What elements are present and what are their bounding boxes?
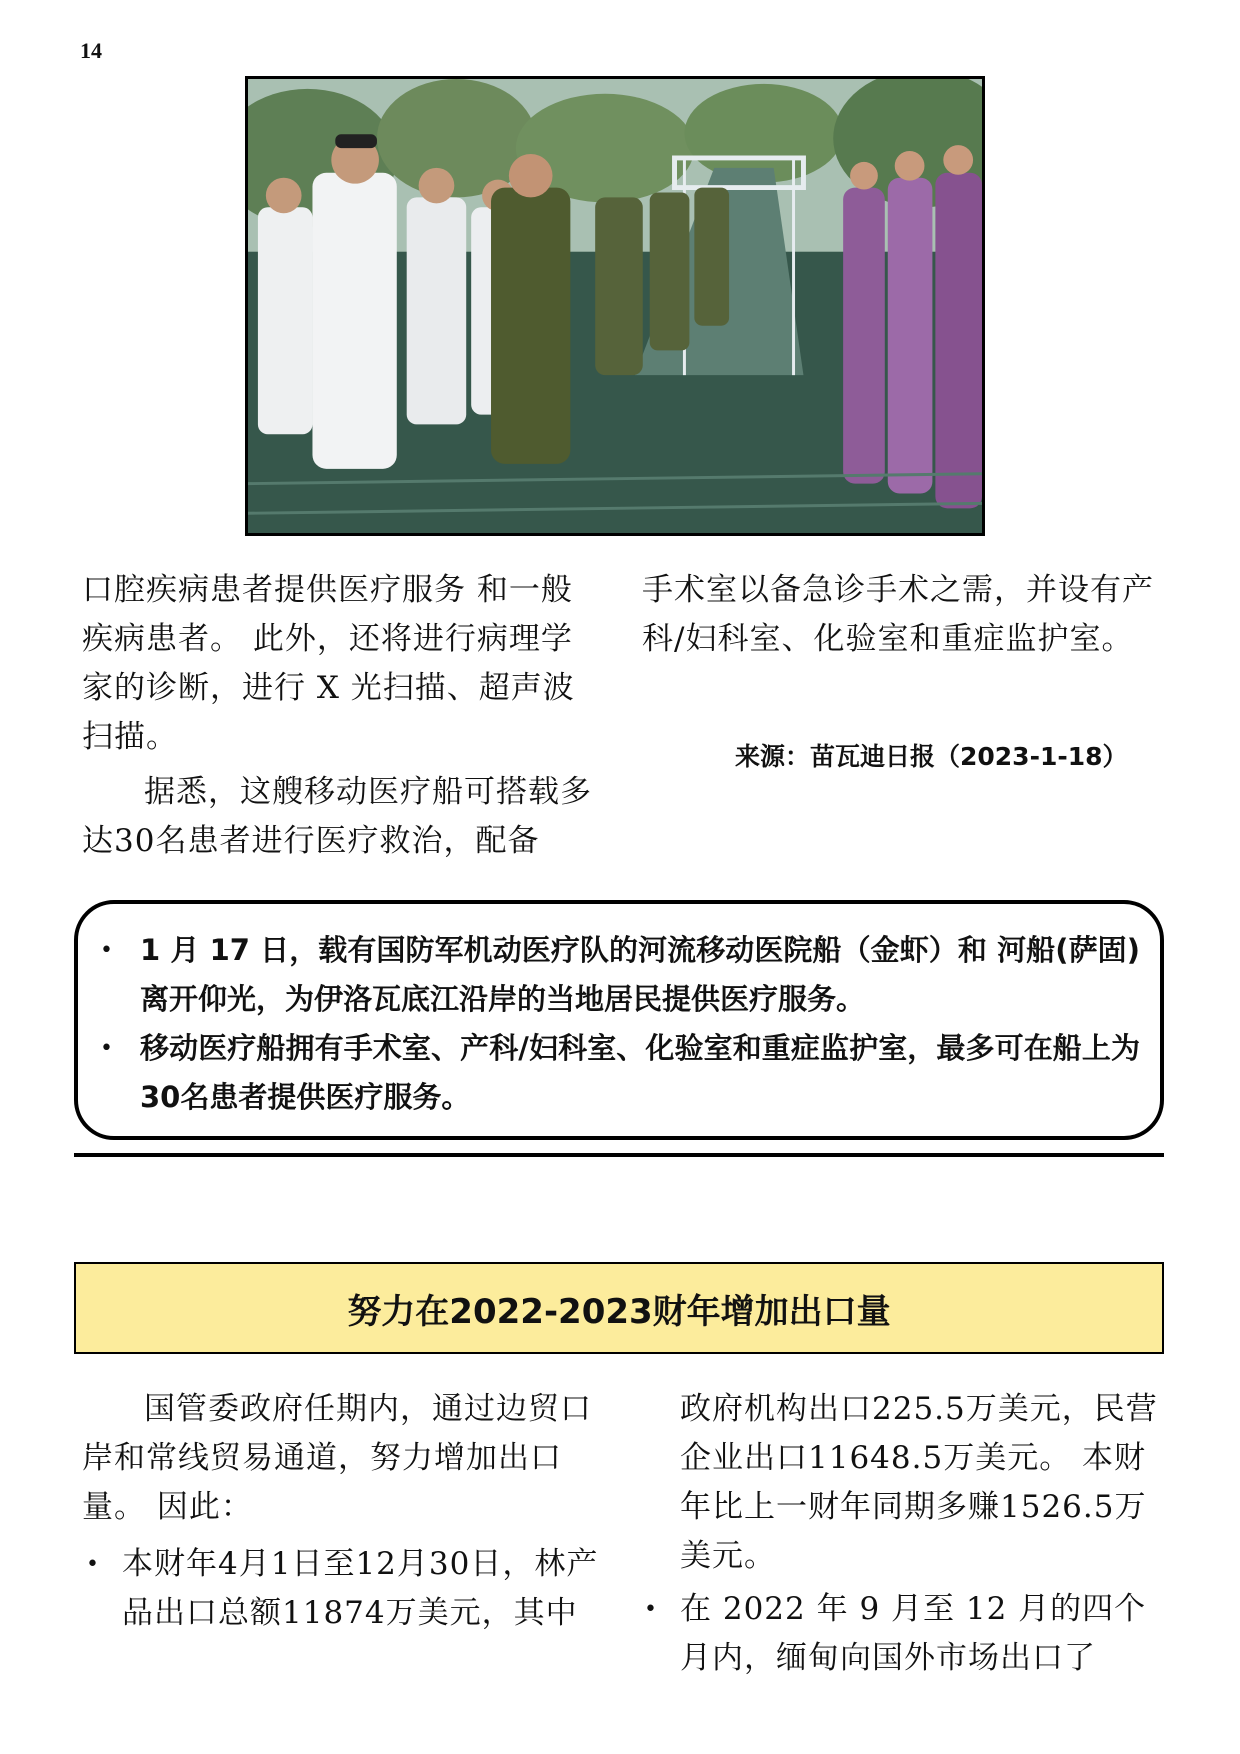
article2-bullet: • 本财年4月1日至12月30日，林产品出口总额11874万美元，其中 [82, 1540, 602, 1638]
article1-left-column [82, 566, 604, 866]
article2-intro: 国管委政府任期内，通过边贸口岸和常线贸易通道，努力增加出口量。 因此： [82, 1391, 592, 1525]
article1-paragraph: 口腔疾病患者提供医疗服务 和一般疾病患者。 此外，还将进行病理学家的诊断，进行 X 光扫描、超声波扫描。 [82, 572, 575, 755]
article1-paragraph: 手术室以备急诊手术之需，并设有产科/妇科室、化验室和重症监护室。 [642, 572, 1154, 657]
article2-bullet: • 在 2022 年 9 月至 12 月的四个月内，缅甸向国外市场出口了 [640, 1585, 1162, 1683]
page-number: 14 [80, 38, 102, 63]
summary-item: • 1 月 17 日，载有国防军机动医疗队的河流移动医院船（金虾）和 河船(萨固)离开仰光，为伊洛瓦底江沿岸的当地居民提供医疗服务。 [92, 926, 1140, 1024]
section-divider [74, 1153, 1164, 1157]
summary-box [74, 900, 1164, 1140]
news-photo [245, 76, 985, 536]
article1-paragraph: 据悉，这艘移动医疗船可搭载多达30名患者进行医疗救治，配备 [82, 774, 592, 859]
article1-right-column [642, 566, 1162, 664]
article2-headline: 努力在2022-2023财年增加出口量 [74, 1262, 1164, 1354]
article1-source: 来源：苗瓦迪日报（2023-1-18） [735, 742, 1128, 771]
article2-left-column [82, 1385, 602, 1638]
article2-right-column [640, 1385, 1162, 1683]
article2-paragraph: 政府机构出口225.5万美元，民营企业出口11648.5万美元。 本财年比上一财年同期多赚1526.5万美元。 [680, 1391, 1158, 1574]
summary-item: • 移动医疗船拥有手术室、产科/妇科室、化验室和重症监护室，最多可在船上为30名患者提供医疗服务。 [92, 1024, 1140, 1122]
